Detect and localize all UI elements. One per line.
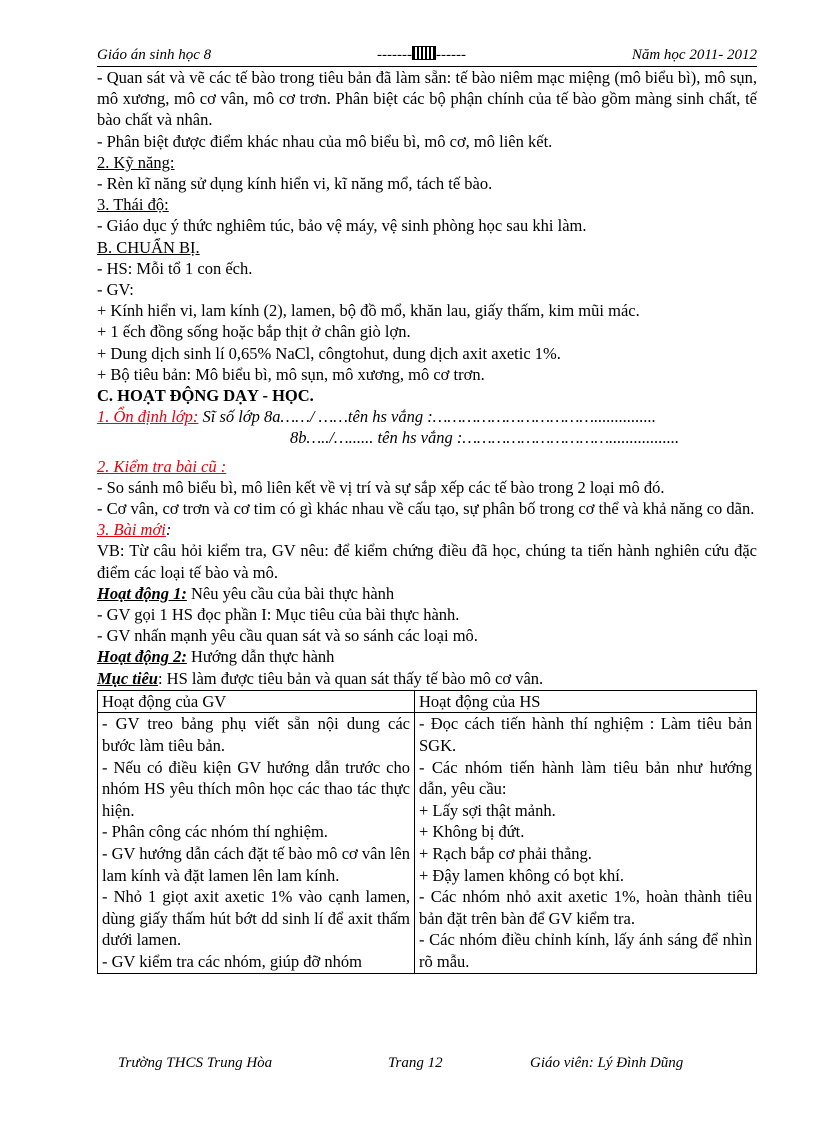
attitude-text: - Giáo dục ý thức nghiêm túc, bảo vệ máy, vệ sinh phòng học sau khi làm. bbox=[97, 216, 587, 236]
heading-activities: C. HOẠT ĐỘNG DẠY - HỌC. bbox=[97, 386, 314, 406]
prep-hs: - HS: Mỗi tổ 1 con ếch. bbox=[97, 258, 253, 278]
activity-1-step-1: - GV gọi 1 HS đọc phần I: Mục tiêu của bài thực hành. bbox=[97, 605, 460, 625]
heading-new-lesson: 3. Bài mới bbox=[97, 520, 166, 540]
gv-step: - GV kiểm tra các nhóm, giúp đỡ nhóm bbox=[102, 952, 362, 972]
heading-old-lesson-wrap bbox=[97, 456, 757, 477]
objective-label: Mục tiêu bbox=[97, 668, 158, 688]
page-footer bbox=[118, 1055, 718, 1072]
objective-line bbox=[97, 668, 757, 689]
table-header-row bbox=[98, 690, 757, 713]
book-icon bbox=[412, 46, 436, 60]
hs-step: - Đọc cách tiến hành thí nghiệm : Làm tiêu bản SGK. bbox=[419, 714, 752, 756]
hs-activities-cell bbox=[415, 713, 757, 973]
heading-attitude: 3. Thái độ: bbox=[97, 195, 169, 215]
activity-2-label: Hoạt động 2: bbox=[97, 647, 187, 667]
prep-item-slides: + Bộ tiêu bản: Mô biểu bì, mô sụn, mô xương, mô cơ trơn. bbox=[97, 364, 485, 384]
question-2: - Cơ vân, cơ trơn và cơ tim có gì khác nhau về cấu tạo, sự phân bố trong cơ thể và khả năng co dãn. bbox=[97, 499, 755, 519]
question-1: - So sánh mô biểu bì, mô liên kết về vị trí và sự sắp xếp các tế bào trong 2 loại mô đó. bbox=[97, 477, 665, 497]
hs-step: + Rạch bắp cơ phải thẳng. bbox=[419, 844, 592, 864]
attendance-8b: 8b…../…...... tên hs vắng :…………………………................. bbox=[290, 428, 680, 448]
heading-preparation: B. CHUẨN BỊ. bbox=[97, 237, 200, 257]
gv-step: - GV treo bảng phụ viết sẵn nội dung các bước làm tiêu bản. bbox=[102, 714, 410, 756]
heading-old-lesson: 2. Kiểm tra bài cũ : bbox=[97, 456, 227, 476]
table-row bbox=[98, 713, 757, 973]
header-divider: ------- ------ bbox=[377, 47, 466, 63]
activity-2 bbox=[97, 646, 757, 667]
heading-skills: 2. Kỹ năng: bbox=[97, 152, 175, 172]
activity-1 bbox=[97, 583, 757, 604]
document-body bbox=[97, 67, 757, 974]
footer-page-number: Trang 12 bbox=[388, 1055, 443, 1071]
objective-observe: - Quan sát và vẽ các tế bào trong tiêu bản đã làm sẵn: tế bào niêm mạc miệng (mô biểu bì), mô sụn, mô xương, mô cơ vân, mô cơ trơn. Phân biệt các bộ phận chính của tế bào gồm màng sinh chất, tế bào chất và nhân. bbox=[97, 68, 757, 130]
footer-school: Trường THCS Trung Hòa bbox=[118, 1055, 273, 1071]
hs-step: - Các nhóm tiến hành làm tiêu bản như hướng dẫn, yêu cầu: bbox=[419, 757, 752, 799]
page bbox=[97, 44, 757, 974]
skills-text: - Rèn kĩ năng sử dụng kính hiển vi, kĩ năng mổ, tách tế bào. bbox=[97, 174, 493, 194]
header-subject: Giáo án sinh học 8 bbox=[97, 47, 212, 63]
header-school-year: Năm học 2011- 2012 bbox=[631, 47, 757, 63]
prep-gv: - GV: bbox=[97, 280, 134, 300]
objective-text: : HS làm được tiêu bản và quan sát thấy tế bào mô cơ vân. bbox=[157, 668, 544, 688]
objective-distinguish: - Phân biệt được điểm khác nhau của mô biểu bì, mô cơ, mô liên kết. bbox=[97, 131, 553, 151]
activity-1-label: Hoạt động 1: bbox=[97, 583, 187, 603]
hs-step: + Đậy lamen không có bọt khí. bbox=[419, 865, 624, 885]
hs-step: + Không bị đứt. bbox=[419, 822, 525, 842]
hs-step: - Các nhóm nhỏ axit axetic 1%, hoàn thành tiêu bản đặt trên bàn để GV kiểm tra. bbox=[419, 887, 752, 928]
footer-teacher: Giáo viên: Lý Đình Dũng bbox=[530, 1055, 684, 1071]
gv-step: - Nếu có điều kiện GV hướng dẫn trước cho nhóm HS yêu thích môn học các thao tác thực hiện. bbox=[102, 757, 410, 820]
gv-activities-cell bbox=[98, 713, 415, 973]
prep-item-solution: + Dung dịch sinh lí 0,65% NaCl, côngtohut, dung dịch axit axetic 1%. bbox=[97, 343, 561, 363]
gv-step: - Nhỏ 1 giọt axit axetic 1% vào cạnh lamen, dùng giấy thấm hút bớt dd sinh lí để axit thấm dưới lamen. bbox=[102, 887, 410, 950]
gv-step: - GV hướng dẫn cách đặt tế bào mô cơ vân lên lam kính và đặt lamen lên lam kính. bbox=[102, 844, 410, 885]
hs-step: + Lấy sợi thật mảnh. bbox=[419, 800, 556, 820]
intro-text: VB: Từ câu hỏi kiểm tra, GV nêu: để kiểm chứng điều đã học, chúng ta tiến hành nghiên cứu đặc điểm các loại tế bào và mô. bbox=[97, 541, 757, 582]
column-header-gv: Hoạt động của GV bbox=[98, 690, 415, 713]
hs-step: - Các nhóm điều chỉnh kính, lấy ánh sáng để nhìn rõ mẫu. bbox=[419, 930, 752, 972]
class-stabilize bbox=[97, 406, 757, 427]
activity-table bbox=[97, 690, 757, 974]
attendance-8a: Sĩ số lớp 8a……/ ……tên hs vắng :……………………………............... bbox=[198, 407, 656, 427]
activity-2-title: Hướng dẫn thực hành bbox=[186, 647, 335, 667]
prep-item-microscope: + Kính hiển vi, lam kính (2), lamen, bộ đồ mổ, khăn lau, giấy thấm, kim mũi mác. bbox=[97, 301, 640, 321]
heading-stabilize: 1. Ổn định lớp: bbox=[97, 407, 199, 427]
page-header bbox=[97, 44, 757, 67]
column-header-hs: Hoạt động của HS bbox=[415, 690, 757, 713]
prep-item-frog: + 1 ếch đồng sống hoặc bắp thịt ở chân giò lợn. bbox=[97, 322, 411, 342]
activity-1-step-2: - GV nhấn mạnh yêu cầu quan sát và so sánh các loại mô. bbox=[97, 626, 478, 646]
activity-1-title: Nêu yêu cầu của bài thực hành bbox=[186, 583, 395, 603]
heading-new-lesson-wrap: 3. Bài mới: bbox=[97, 520, 172, 540]
gv-step: - Phân công các nhóm thí nghiệm. bbox=[102, 822, 328, 842]
